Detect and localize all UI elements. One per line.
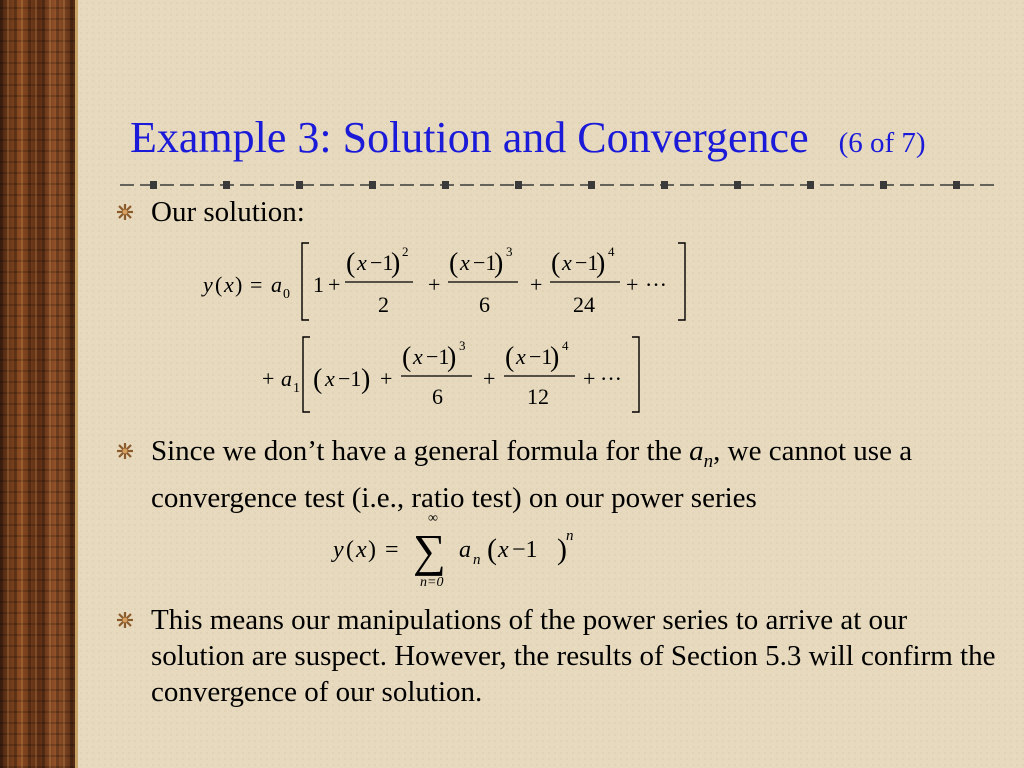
svg-text:(: ( bbox=[402, 342, 412, 373]
svg-text:1: 1 bbox=[293, 381, 300, 396]
svg-text:2: 2 bbox=[378, 292, 389, 317]
svg-text:12: 12 bbox=[527, 384, 549, 409]
svg-text:−1: −1 bbox=[473, 250, 497, 275]
svg-text:(: ( bbox=[215, 272, 223, 297]
svg-text:a: a bbox=[459, 537, 471, 563]
title-counter: (6 of 7) bbox=[838, 127, 926, 159]
svg-text:=: = bbox=[385, 537, 399, 563]
svg-text:···: ··· bbox=[645, 272, 667, 297]
svg-text:∑: ∑ bbox=[413, 525, 446, 576]
svg-text:x: x bbox=[357, 250, 367, 275]
svg-text:): ) bbox=[391, 248, 401, 279]
svg-text:+: + bbox=[380, 366, 393, 391]
svg-text:(: ( bbox=[505, 342, 515, 373]
svg-text:6: 6 bbox=[479, 292, 490, 317]
svg-text:6: 6 bbox=[432, 384, 443, 409]
svg-text:x: x bbox=[498, 537, 509, 563]
svg-text:a: a bbox=[281, 366, 292, 391]
svg-text:+: + bbox=[530, 272, 543, 297]
svg-text:(: ( bbox=[487, 533, 497, 566]
svg-text:(: ( bbox=[346, 537, 354, 563]
svg-text:−1: −1 bbox=[338, 366, 362, 391]
svg-text:−1: −1 bbox=[575, 250, 599, 275]
svg-text:): ) bbox=[368, 537, 376, 563]
svg-text:−1: −1 bbox=[529, 344, 553, 369]
svg-text:(: ( bbox=[551, 248, 561, 279]
bullet-text-part: Since we don’t have a general formula for the bbox=[151, 435, 690, 467]
svg-text:−1: −1 bbox=[512, 537, 538, 563]
svg-text:+: + bbox=[583, 366, 596, 391]
svg-text:(: ( bbox=[449, 248, 459, 279]
svg-text:···: ··· bbox=[600, 366, 622, 391]
svg-text:=: = bbox=[250, 272, 263, 297]
coefficient-var: a bbox=[689, 435, 704, 467]
svg-text:24: 24 bbox=[573, 292, 595, 317]
svg-text:(: ( bbox=[346, 248, 356, 279]
svg-text:2: 2 bbox=[402, 244, 409, 259]
svg-text:3: 3 bbox=[459, 338, 466, 353]
svg-text:+: + bbox=[483, 366, 496, 391]
svg-text:n=0: n=0 bbox=[420, 575, 444, 590]
svg-text:(: ( bbox=[313, 364, 323, 395]
coefficient-sub: n bbox=[703, 450, 714, 472]
bullet-our-solution: Our solution: bbox=[151, 196, 305, 228]
svg-text:): ) bbox=[361, 364, 371, 395]
svg-text:x: x bbox=[516, 344, 526, 369]
bullet-suspect-manipulations: This means our manipulations of the power series to arrive at our solution are suspect. However, the results of Section 5.3 will confirm the convergence of our solution. bbox=[151, 604, 996, 708]
equation-solution-line2 bbox=[262, 337, 639, 412]
svg-text:y: y bbox=[333, 537, 344, 563]
svg-text:∞: ∞ bbox=[428, 511, 438, 526]
equation-solution-line1 bbox=[201, 243, 685, 320]
title-text: Example 3: Solution and Convergence bbox=[130, 113, 809, 162]
svg-text:a: a bbox=[271, 272, 282, 297]
svg-text:4: 4 bbox=[562, 338, 569, 353]
svg-text:−1: −1 bbox=[426, 344, 450, 369]
svg-text:): ) bbox=[596, 248, 606, 279]
bullet-text-part: , we cannot use a convergence test (i.e., ratio test) on our power series bbox=[151, 435, 913, 514]
svg-text:): ) bbox=[494, 248, 504, 279]
svg-text:3: 3 bbox=[506, 244, 513, 259]
svg-text:0: 0 bbox=[283, 287, 290, 302]
svg-text:): ) bbox=[557, 533, 567, 566]
svg-text:x: x bbox=[325, 366, 335, 391]
svg-text:): ) bbox=[550, 342, 560, 373]
svg-text:x: x bbox=[224, 272, 234, 297]
svg-text:): ) bbox=[235, 272, 243, 297]
svg-text:n: n bbox=[566, 528, 574, 544]
svg-text:+: + bbox=[328, 272, 341, 297]
svg-text:x: x bbox=[460, 250, 470, 275]
svg-text:x: x bbox=[356, 537, 367, 563]
svg-text:n: n bbox=[473, 552, 481, 568]
eq-y: y bbox=[203, 272, 213, 297]
svg-text:x: x bbox=[413, 344, 423, 369]
svg-text:): ) bbox=[447, 342, 457, 373]
svg-text:−1: −1 bbox=[370, 250, 394, 275]
svg-text:+: + bbox=[428, 272, 441, 297]
svg-text:x: x bbox=[562, 250, 572, 275]
svg-text:+: + bbox=[262, 366, 275, 391]
equation-power-series bbox=[331, 511, 574, 590]
svg-text:+: + bbox=[626, 272, 639, 297]
svg-text:4: 4 bbox=[608, 244, 615, 259]
svg-text:1: 1 bbox=[313, 272, 324, 297]
